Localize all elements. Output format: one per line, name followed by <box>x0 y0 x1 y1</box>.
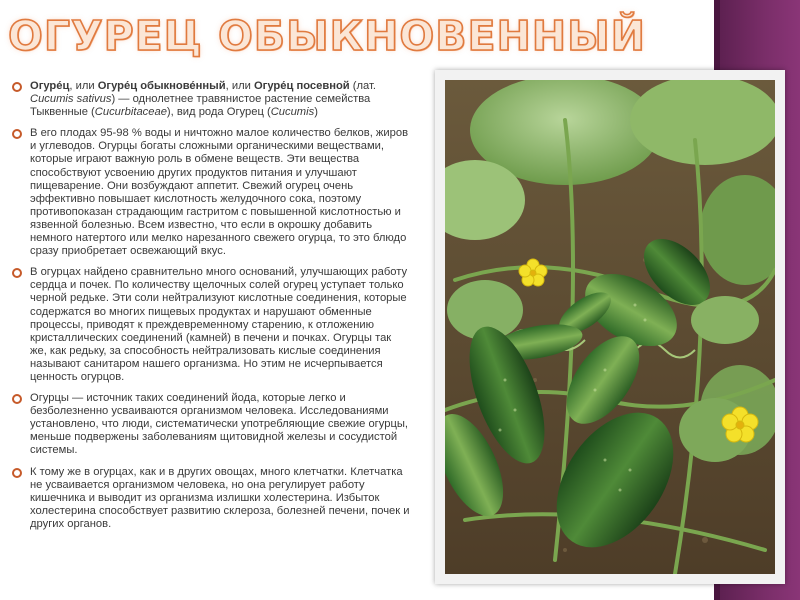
slide-title: ОГУРЕЦ ОБЫКНОВЕННЫЙ <box>8 12 646 60</box>
bullet-paragraph <box>10 392 410 457</box>
bullet-icon <box>12 394 22 404</box>
bullet-text-bold: Огуре́ц посевной <box>253 80 350 92</box>
bullet-list <box>10 80 410 539</box>
bullet-text: , или <box>225 80 254 92</box>
bullet-text: Огурцы — источник таких соединений йода, которые легко и безболезненно усваиваются организмом человека. Исследованиями установлено, что люди, систематически употребляющие свежие огурцы, меньше подвержены заболеваниям щитовидной железы и сосудистой системы. <box>30 392 409 457</box>
bullet-text-bold: Огуре́ц <box>30 80 70 92</box>
bullet-text: К тому же в огурцах, как и в других овощах, много клетчатки. Клетчатка не усваивается организмом человека, но она регулирует работу кишечника и выводит из организма излишки холестерина. Избыток холестерина способствует развитию склероза, болезней печени, почек и других органов. <box>30 465 410 530</box>
bullet-text: ) — однолетнее травянистое растение семейства Тыквенные ( <box>30 93 371 119</box>
bullet-text: ), вид рода Огурец ( <box>166 106 271 119</box>
bullet-icon <box>12 129 22 139</box>
bullet-paragraph <box>10 127 410 258</box>
bullet-text: ) <box>314 106 318 119</box>
bullet-text-italic: Cucumis sativus <box>30 93 112 106</box>
bullet-icon <box>12 468 22 478</box>
bullet-text: В огурцах найдено сравнительно много оснований, улучшающих работу сердца и почек. По количеству щелочных солей огурец уступает только черной редьке. Эти соли нейтрализуют кислотные соединения, которые содержатся во многих пищевых продуктах и нарушают обменные процессы, приводят к преждевременному старению, к отложению кристаллических соединений (камней) в печени и почках. Огурцы так же, как редьку, за способность нейтрализовать кислые соединения называют санитаром нашего организма. Но этим не исчерпывается ценность огурцов. <box>30 266 408 383</box>
bullet-paragraph <box>10 266 410 384</box>
photo-frame <box>435 70 785 584</box>
bullet-text: (лат. <box>349 80 377 92</box>
cucumber-plants-photo <box>445 80 775 574</box>
bullet-icon <box>12 82 22 92</box>
bullet-text-italic: Cucurbitaceae <box>94 106 167 119</box>
bullet-text-italic: Cucumis <box>270 106 315 119</box>
cucumber-illustration <box>445 80 775 574</box>
bullet-text: , или <box>69 80 98 92</box>
bullet-icon <box>12 268 22 278</box>
bullet-text: В его плодах 95-98 % воды и ничтожно малое количество белков, жиров и углеводов. Огурцы богаты сложными органическими веществами, которые играют важную роль в обмене веществ. Эти вещества способствуют усвоению других продуктов питания и улучшают пищеварение. Они возбуждают аппетит. Свежий огурец очень эффективно повышает кислотность желудочного сока, поэтому противопоказан страдающим гастритом с повышенной кислотностью и язвенной болезнью. Всем известно, что если в окрошку добавить немного натертого или мелко нарезанного свежего огурца, то это блюдо сразу приобретает освежающий вкус. <box>30 127 409 258</box>
bullet-paragraph <box>10 80 410 119</box>
bullet-text-bold: Огуре́ц обыкнове́нный <box>97 80 226 92</box>
bullet-paragraph <box>10 466 410 531</box>
